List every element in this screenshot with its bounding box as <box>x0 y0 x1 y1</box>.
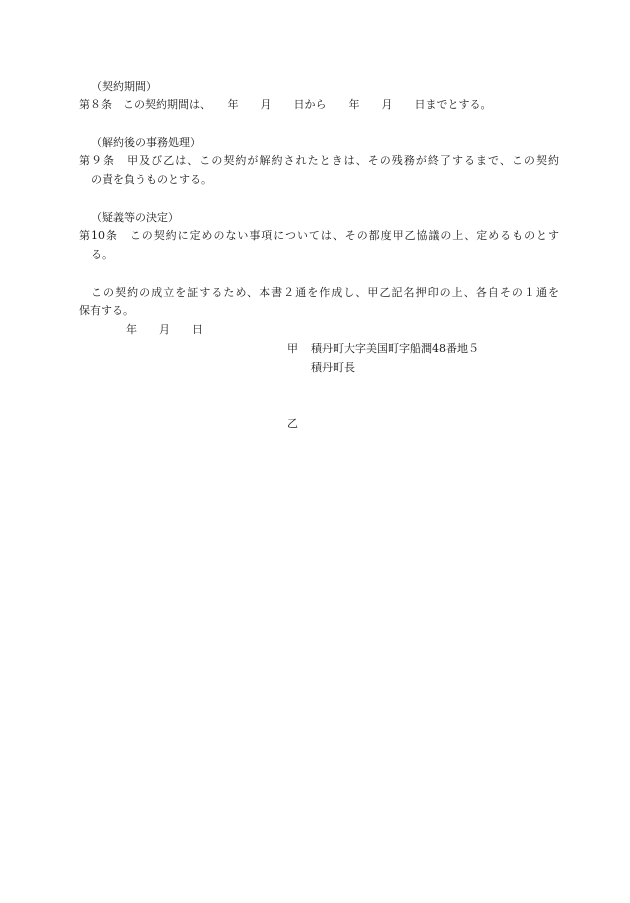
article10-line2: る。 <box>91 248 113 261</box>
party-b-label: 乙 <box>287 417 298 430</box>
date-line: 年 月 日 <box>126 323 203 336</box>
closing-line1: この契約の成立を証するため、本書２通を作成し、甲乙記名押印の上、各自その１通を <box>91 286 559 299</box>
article9-line2: の責を負うものとする。 <box>91 173 212 186</box>
article9-line1: 第９条 甲及び乙は、この契約が解約されたときは、その残務が終了するまで、この契約 <box>79 154 559 167</box>
article10-heading: （疑義等の決定） <box>91 211 179 224</box>
article8-text: 第８条 この契約期間は、 年 月 日から 年 月 日までとする。 <box>79 98 492 111</box>
party-a-title: 積丹町長 <box>311 361 355 374</box>
article9-heading: （解約後の事務処理） <box>91 136 201 149</box>
article8-heading: （契約期間） <box>91 80 157 93</box>
party-a-label: 甲 <box>287 342 298 355</box>
party-a-address: 積丹町大字美国町字船澗48番地５ <box>311 342 479 355</box>
article10-line1: 第10条 この契約に定めのない事項については、その都度甲乙協議の上、定めるものとす <box>79 229 559 242</box>
closing-line2: 保有する。 <box>79 304 134 317</box>
